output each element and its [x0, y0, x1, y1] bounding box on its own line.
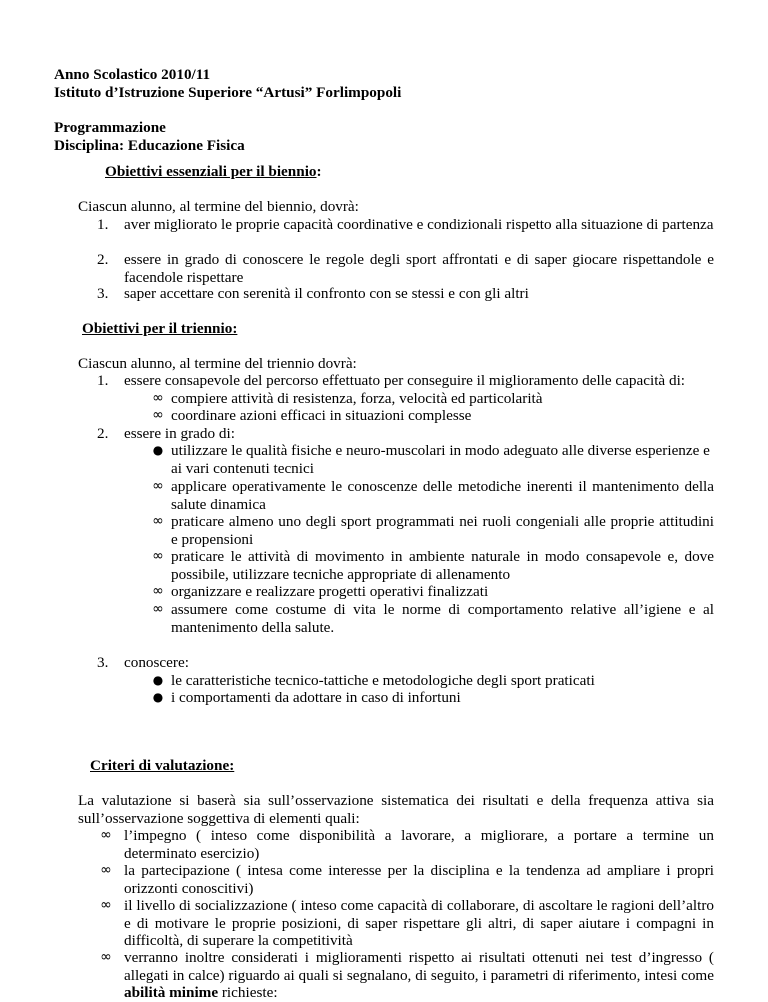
- criteri-item: l’impegno ( inteso come disponibilità a lavorare, a migliorare, a portare a termine un determinato esercizio): [124, 827, 714, 862]
- biennio-intro: Ciascun alunno, al termine del biennio, dovrà:: [78, 198, 359, 215]
- triennio-subitem: le caratteristiche tecnico-tattiche e metodologiche degli sport praticati: [171, 672, 595, 689]
- infinity-bullet-icon: ∞: [152, 407, 164, 423]
- infinity-bullet-icon: ∞: [152, 583, 164, 599]
- triennio-subitem: organizzare e realizzare progetti operativi finalizzati: [171, 583, 489, 600]
- triennio-item-text: conoscere:: [124, 654, 189, 671]
- triennio-subitem: applicare operativamente le conoscenze delle metodiche inerenti il mantenimento della salute dinamica: [171, 478, 714, 513]
- school-year: Anno Scolastico 2010/11: [54, 66, 211, 83]
- infinity-bullet-icon: ∞: [100, 897, 112, 913]
- criteri-item: il livello di socializzazione ( inteso come capacità di collaborare, di ascoltare le ragioni dell’altro e di motivare le proprie posizioni, di saper rispettare gli altri, di saper aiutare i compagni in difficoltà, di superare la competitività: [124, 897, 714, 950]
- infinity-bullet-icon: ∞: [100, 949, 112, 965]
- triennio-subitem: assumere come costume di vita le norme di comportamento relative all’igiene e al mantenimento della salute.: [171, 601, 714, 636]
- triennio-subitem: praticare le attività di movimento in ambiente naturale in modo consapevole e, dove possibile, utilizzare tecniche appropriate di allenamento: [171, 548, 714, 583]
- abilita-minime-text: abilità minime: [124, 984, 219, 1002]
- biennio-heading: Obiettivi essenziali per il biennio:: [105, 163, 322, 180]
- infinity-bullet-icon: ∞: [152, 390, 164, 406]
- triennio-item-text: essere in grado di:: [124, 425, 235, 442]
- round-bullet-icon: ●: [152, 443, 164, 457]
- infinity-bullet-icon: ∞: [152, 548, 164, 564]
- triennio-item-num: 1.: [97, 372, 109, 389]
- criteri-item: verranno inoltre considerati i miglioramenti rispetto ai risultati ottenuti nei test d’ingresso ( allegati in calce) riguardo ai quali si segnalano, di seguito, i parametri di riferimento, intesi come abilità minime richieste:: [124, 949, 714, 1002]
- infinity-bullet-icon: ∞: [152, 513, 164, 529]
- biennio-item-num: 2.: [97, 251, 109, 268]
- infinity-bullet-icon: ∞: [152, 601, 164, 617]
- programmazione-title: Programmazione: [54, 119, 166, 136]
- biennio-item-text: aver migliorato le proprie capacità coordinative e condizionali rispetto alla situazione di partenza: [124, 216, 714, 233]
- criteri-item: la partecipazione ( intesa come interesse per la disciplina e la tendenza ad ampliare i propri orizzonti conoscitivi): [124, 862, 714, 897]
- school-name: Istituto d’Istruzione Superiore “Artusi” Forlimpopoli: [54, 84, 402, 101]
- triennio-subitem: utilizzare le qualità fisiche e neuro-muscolari in modo adeguato alle diverse esperienze e ai vari contenuti tecnici: [171, 442, 710, 477]
- triennio-subitem: coordinare azioni efficaci in situazioni complesse: [171, 407, 472, 424]
- round-bullet-icon: ●: [152, 690, 164, 704]
- biennio-item-text: essere in grado di conoscere le regole degli sport affrontati e di saper giocare rispettandole e facendole rispettare: [124, 251, 714, 286]
- criteri-heading: Criteri di valutazione:: [90, 757, 235, 774]
- triennio-subitem: compiere attività di resistenza, forza, velocità ed particolarità: [171, 390, 543, 407]
- round-bullet-icon: ●: [152, 673, 164, 687]
- triennio-item-num: 2.: [97, 425, 109, 442]
- triennio-item-text: essere consapevole del percorso effettuato per conseguire il miglioramento delle capacità di:: [124, 372, 686, 389]
- triennio-item-num: 3.: [97, 654, 109, 671]
- discipline-title: Disciplina: Educazione Fisica: [54, 137, 245, 154]
- triennio-subitem: i comportamenti da adottare in caso di infortuni: [171, 689, 461, 706]
- triennio-intro: Ciascun alunno, al termine del triennio dovrà:: [78, 355, 357, 372]
- infinity-bullet-icon: ∞: [152, 478, 164, 494]
- infinity-bullet-icon: ∞: [100, 827, 112, 843]
- biennio-item-num: 3.: [97, 285, 109, 302]
- triennio-subitem: praticare almeno uno degli sport programmati nei ruoli congeniali alle proprie attitudini e propensioni: [171, 513, 714, 548]
- biennio-item-num: 1.: [97, 216, 109, 233]
- criteri-intro: La valutazione si baserà sia sull’osservazione sistematica dei risultati e della frequenza attiva sia sull’osservazione soggettiva di elementi quali:: [78, 792, 714, 827]
- biennio-item-text: saper accettare con serenità il confronto con se stessi e con gli altri: [124, 285, 529, 302]
- infinity-bullet-icon: ∞: [100, 862, 112, 878]
- triennio-heading: Obiettivi per il triennio:: [82, 320, 238, 337]
